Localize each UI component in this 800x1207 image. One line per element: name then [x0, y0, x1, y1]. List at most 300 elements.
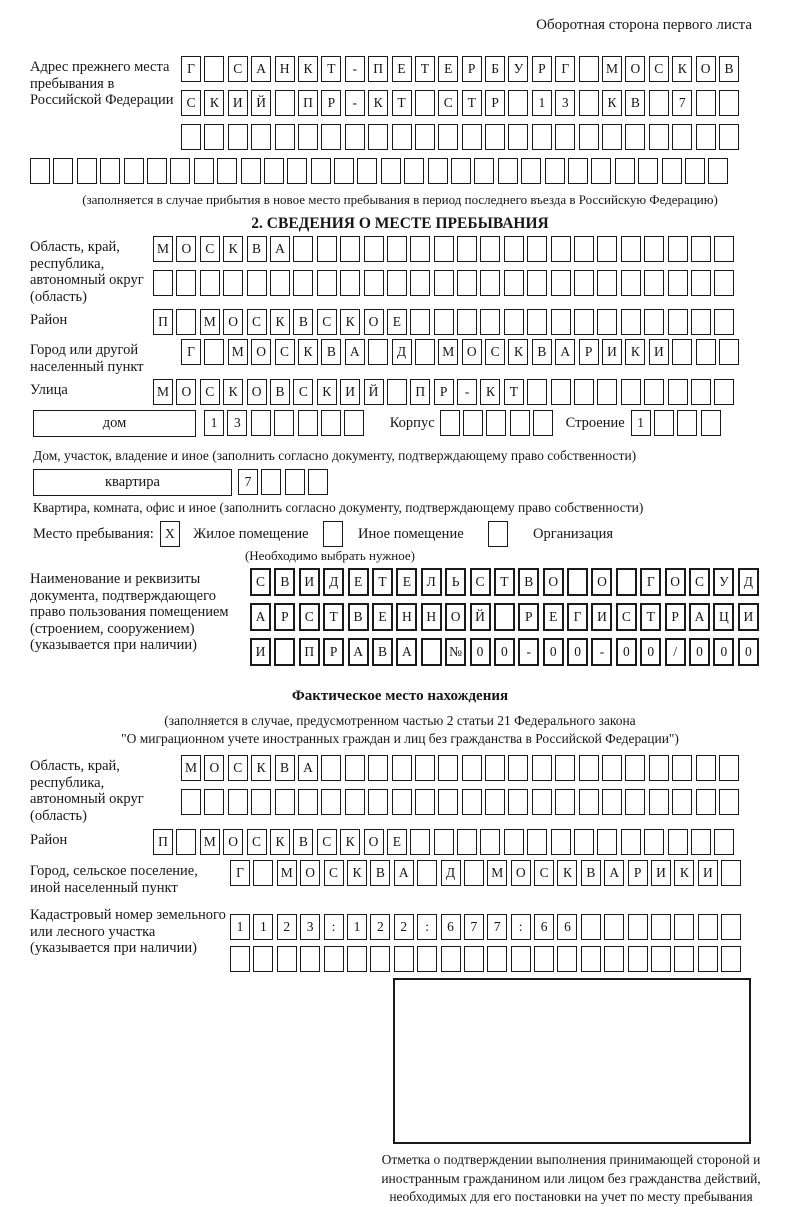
char-box[interactable]	[644, 829, 664, 855]
char-box[interactable]	[597, 236, 617, 262]
char-box[interactable]	[532, 755, 552, 781]
char-box[interactable]	[527, 309, 547, 335]
char-box[interactable]: Е	[372, 603, 393, 631]
char-box[interactable]: К	[508, 339, 528, 365]
char-box[interactable]: 0	[689, 638, 710, 666]
char-box[interactable]	[691, 309, 711, 335]
char-box[interactable]: О	[364, 309, 384, 335]
char-box[interactable]	[368, 789, 388, 815]
char-box[interactable]: О	[462, 339, 482, 365]
char-box[interactable]	[625, 124, 645, 150]
char-box[interactable]: И	[649, 339, 669, 365]
char-box[interactable]	[181, 124, 201, 150]
char-box[interactable]	[334, 158, 354, 184]
char-box[interactable]: :	[417, 914, 437, 940]
char-box[interactable]	[387, 379, 407, 405]
char-box[interactable]: М	[602, 56, 622, 82]
char-box[interactable]: 1	[230, 914, 250, 940]
char-box[interactable]: 1	[631, 410, 651, 436]
char-box[interactable]	[555, 755, 575, 781]
char-box[interactable]: Р	[434, 379, 454, 405]
char-box[interactable]: О	[445, 603, 466, 631]
char-box[interactable]	[415, 755, 435, 781]
char-box[interactable]: А	[250, 603, 271, 631]
char-box[interactable]	[200, 270, 220, 296]
char-box[interactable]	[457, 270, 477, 296]
char-box[interactable]: С	[181, 90, 201, 116]
checkbox-residential[interactable]: X	[160, 521, 180, 547]
char-box[interactable]: К	[602, 90, 622, 116]
char-box[interactable]	[668, 829, 688, 855]
char-box[interactable]: В	[293, 309, 313, 335]
char-box[interactable]	[464, 946, 484, 972]
char-box[interactable]	[708, 158, 728, 184]
char-box[interactable]	[504, 309, 524, 335]
char-box[interactable]: К	[270, 829, 290, 855]
char-box[interactable]	[345, 789, 365, 815]
char-box[interactable]: 0	[494, 638, 515, 666]
char-box[interactable]	[621, 236, 641, 262]
char-box[interactable]: Ц	[713, 603, 734, 631]
char-box[interactable]: С	[250, 568, 271, 596]
char-box[interactable]: С	[247, 309, 267, 335]
char-box[interactable]: И	[738, 603, 759, 631]
char-box[interactable]: М	[181, 755, 201, 781]
char-box[interactable]: О	[364, 829, 384, 855]
char-box[interactable]	[181, 789, 201, 815]
char-box[interactable]: К	[674, 860, 694, 886]
char-box[interactable]: В	[372, 638, 393, 666]
char-box[interactable]: -	[518, 638, 539, 666]
char-box[interactable]: Т	[415, 56, 435, 82]
char-box[interactable]: В	[625, 90, 645, 116]
char-box[interactable]	[321, 755, 341, 781]
char-box[interactable]: В	[532, 339, 552, 365]
char-box[interactable]: Р	[323, 638, 344, 666]
char-box[interactable]	[602, 789, 622, 815]
char-box[interactable]: 0	[616, 638, 637, 666]
char-box[interactable]: С	[228, 755, 248, 781]
char-box[interactable]: -	[457, 379, 477, 405]
char-box[interactable]: Д	[392, 339, 412, 365]
char-box[interactable]	[498, 158, 518, 184]
char-box[interactable]: 3	[300, 914, 320, 940]
char-box[interactable]: Е	[387, 309, 407, 335]
char-box[interactable]: О	[247, 379, 267, 405]
char-box[interactable]	[321, 124, 341, 150]
char-box[interactable]	[381, 158, 401, 184]
char-box[interactable]: Й	[470, 603, 491, 631]
char-box[interactable]: М	[228, 339, 248, 365]
char-box[interactable]	[275, 90, 295, 116]
char-box[interactable]	[649, 124, 669, 150]
char-box[interactable]	[721, 946, 741, 972]
char-box[interactable]: Е	[438, 56, 458, 82]
char-box[interactable]	[176, 829, 196, 855]
char-box[interactable]: О	[625, 56, 645, 82]
char-box[interactable]	[579, 90, 599, 116]
char-box[interactable]	[438, 789, 458, 815]
char-box[interactable]	[696, 755, 716, 781]
char-box[interactable]	[462, 124, 482, 150]
char-box[interactable]	[674, 946, 694, 972]
char-box[interactable]: А	[689, 603, 710, 631]
char-box[interactable]: А	[396, 638, 417, 666]
char-box[interactable]	[557, 946, 577, 972]
char-box[interactable]	[719, 339, 739, 365]
char-box[interactable]	[486, 410, 506, 436]
char-box[interactable]	[672, 789, 692, 815]
char-box[interactable]: К	[347, 860, 367, 886]
char-box[interactable]	[644, 236, 664, 262]
char-box[interactable]: М	[277, 860, 297, 886]
char-box[interactable]	[604, 914, 624, 940]
char-box[interactable]: К	[625, 339, 645, 365]
char-box[interactable]: М	[200, 829, 220, 855]
char-box[interactable]: 7	[238, 469, 258, 495]
char-box[interactable]	[696, 789, 716, 815]
char-box[interactable]	[480, 270, 500, 296]
char-box[interactable]: С	[470, 568, 491, 596]
char-box[interactable]	[649, 755, 669, 781]
char-box[interactable]	[701, 410, 721, 436]
char-box[interactable]	[228, 789, 248, 815]
char-box[interactable]: С	[534, 860, 554, 886]
char-box[interactable]: -	[345, 90, 365, 116]
char-box[interactable]	[621, 379, 641, 405]
char-box[interactable]: /	[665, 638, 686, 666]
char-box[interactable]	[464, 860, 484, 886]
char-box[interactable]: А	[604, 860, 624, 886]
char-box[interactable]	[176, 270, 196, 296]
char-box[interactable]	[462, 755, 482, 781]
char-box[interactable]	[415, 90, 435, 116]
char-box[interactable]	[457, 829, 477, 855]
char-box[interactable]: Г	[640, 568, 661, 596]
char-box[interactable]	[527, 379, 547, 405]
char-box[interactable]	[364, 236, 384, 262]
char-box[interactable]	[415, 339, 435, 365]
char-box[interactable]	[317, 236, 337, 262]
char-box[interactable]: Т	[640, 603, 661, 631]
char-box[interactable]: К	[298, 56, 318, 82]
char-box[interactable]	[604, 946, 624, 972]
char-box[interactable]: -	[345, 56, 365, 82]
char-box[interactable]	[428, 158, 448, 184]
char-box[interactable]	[527, 236, 547, 262]
char-box[interactable]: Р	[518, 603, 539, 631]
char-box[interactable]	[274, 638, 295, 666]
char-box[interactable]	[392, 789, 412, 815]
char-box[interactable]: К	[317, 379, 337, 405]
char-box[interactable]	[551, 236, 571, 262]
house-field-box[interactable]: дом	[33, 410, 196, 437]
char-box[interactable]	[555, 789, 575, 815]
char-box[interactable]	[457, 236, 477, 262]
char-box[interactable]	[410, 236, 430, 262]
char-box[interactable]: К	[480, 379, 500, 405]
char-box[interactable]	[698, 914, 718, 940]
char-box[interactable]: Т	[392, 90, 412, 116]
char-box[interactable]	[677, 410, 697, 436]
char-box[interactable]: В	[247, 236, 267, 262]
char-box[interactable]: И	[698, 860, 718, 886]
char-box[interactable]	[357, 158, 377, 184]
char-box[interactable]	[404, 158, 424, 184]
char-box[interactable]	[241, 158, 261, 184]
char-box[interactable]	[387, 270, 407, 296]
char-box[interactable]	[574, 309, 594, 335]
char-box[interactable]: В	[348, 603, 369, 631]
char-box[interactable]: 0	[470, 638, 491, 666]
char-box[interactable]: В	[293, 829, 313, 855]
char-box[interactable]: К	[270, 309, 290, 335]
char-box[interactable]	[340, 236, 360, 262]
char-box[interactable]	[532, 124, 552, 150]
char-box[interactable]	[277, 946, 297, 972]
checkbox-other-premises[interactable]	[323, 521, 343, 547]
char-box[interactable]: 2	[370, 914, 390, 940]
char-box[interactable]: Т	[462, 90, 482, 116]
char-box[interactable]: С	[438, 90, 458, 116]
char-box[interactable]	[253, 860, 273, 886]
char-box[interactable]: 3	[227, 410, 247, 436]
char-box[interactable]	[410, 309, 430, 335]
char-box[interactable]	[551, 309, 571, 335]
char-box[interactable]	[204, 56, 224, 82]
char-box[interactable]	[77, 158, 97, 184]
char-box[interactable]	[672, 339, 692, 365]
char-box[interactable]	[494, 603, 515, 631]
char-box[interactable]	[696, 124, 716, 150]
char-box[interactable]: Ь	[445, 568, 466, 596]
char-box[interactable]: О	[176, 379, 196, 405]
char-box[interactable]	[438, 755, 458, 781]
char-box[interactable]	[321, 789, 341, 815]
char-box[interactable]	[597, 270, 617, 296]
char-box[interactable]: Й	[251, 90, 271, 116]
char-box[interactable]: С	[200, 379, 220, 405]
char-box[interactable]: И	[250, 638, 271, 666]
char-box[interactable]	[217, 158, 237, 184]
char-box[interactable]: С	[293, 379, 313, 405]
char-box[interactable]	[508, 789, 528, 815]
char-box[interactable]: С	[689, 568, 710, 596]
char-box[interactable]	[574, 829, 594, 855]
char-box[interactable]	[674, 914, 694, 940]
char-box[interactable]	[628, 946, 648, 972]
char-box[interactable]: Д	[738, 568, 759, 596]
char-box[interactable]: К	[223, 379, 243, 405]
char-box[interactable]	[340, 270, 360, 296]
char-box[interactable]	[317, 270, 337, 296]
char-box[interactable]: №	[445, 638, 466, 666]
char-box[interactable]	[668, 309, 688, 335]
char-box[interactable]	[521, 158, 541, 184]
char-box[interactable]	[293, 236, 313, 262]
char-box[interactable]	[721, 914, 741, 940]
char-box[interactable]	[719, 90, 739, 116]
char-box[interactable]	[714, 829, 734, 855]
char-box[interactable]	[662, 158, 682, 184]
char-box[interactable]	[714, 379, 734, 405]
char-box[interactable]	[410, 829, 430, 855]
char-box[interactable]	[274, 410, 294, 436]
char-box[interactable]	[124, 158, 144, 184]
char-box[interactable]	[300, 946, 320, 972]
char-box[interactable]: 1	[204, 410, 224, 436]
char-box[interactable]: Й	[364, 379, 384, 405]
char-box[interactable]: Е	[543, 603, 564, 631]
char-box[interactable]	[261, 469, 281, 495]
apartment-field-box[interactable]: квартира	[33, 469, 232, 496]
char-box[interactable]	[204, 789, 224, 815]
char-box[interactable]: О	[511, 860, 531, 886]
char-box[interactable]	[176, 309, 196, 335]
char-box[interactable]: Б	[485, 56, 505, 82]
char-box[interactable]	[567, 568, 588, 596]
char-box[interactable]: Г	[181, 56, 201, 82]
char-box[interactable]	[527, 270, 547, 296]
char-box[interactable]	[487, 946, 507, 972]
char-box[interactable]: Р	[579, 339, 599, 365]
char-box[interactable]	[147, 158, 167, 184]
checkbox-organization[interactable]	[488, 521, 508, 547]
char-box[interactable]	[591, 158, 611, 184]
char-box[interactable]: Д	[323, 568, 344, 596]
char-box[interactable]: И	[651, 860, 671, 886]
char-box[interactable]: А	[345, 339, 365, 365]
char-box[interactable]	[417, 946, 437, 972]
char-box[interactable]	[649, 90, 669, 116]
char-box[interactable]	[504, 270, 524, 296]
char-box[interactable]	[474, 158, 494, 184]
char-box[interactable]	[602, 124, 622, 150]
char-box[interactable]	[438, 124, 458, 150]
char-box[interactable]: К	[340, 829, 360, 855]
char-box[interactable]: Г	[230, 860, 250, 886]
char-box[interactable]	[253, 946, 273, 972]
char-box[interactable]	[508, 90, 528, 116]
char-box[interactable]	[194, 158, 214, 184]
char-box[interactable]	[415, 124, 435, 150]
char-box[interactable]: О	[176, 236, 196, 262]
char-box[interactable]: 1	[532, 90, 552, 116]
char-box[interactable]	[597, 309, 617, 335]
char-box[interactable]: Н	[421, 603, 442, 631]
char-box[interactable]: В	[581, 860, 601, 886]
char-box[interactable]	[308, 469, 328, 495]
char-box[interactable]	[434, 829, 454, 855]
char-box[interactable]	[370, 946, 390, 972]
char-box[interactable]	[462, 789, 482, 815]
char-box[interactable]	[581, 914, 601, 940]
char-box[interactable]	[345, 124, 365, 150]
char-box[interactable]: Т	[494, 568, 515, 596]
char-box[interactable]: Е	[392, 56, 412, 82]
char-box[interactable]: А	[555, 339, 575, 365]
char-box[interactable]: К	[368, 90, 388, 116]
char-box[interactable]: А	[251, 56, 271, 82]
char-box[interactable]	[251, 410, 271, 436]
char-box[interactable]	[223, 270, 243, 296]
char-box[interactable]: Р	[628, 860, 648, 886]
char-box[interactable]: В	[518, 568, 539, 596]
char-box[interactable]	[53, 158, 73, 184]
char-box[interactable]	[321, 410, 341, 436]
char-box[interactable]: В	[321, 339, 341, 365]
char-box[interactable]: М	[438, 339, 458, 365]
char-box[interactable]: П	[298, 90, 318, 116]
char-box[interactable]	[696, 339, 716, 365]
char-box[interactable]: С	[228, 56, 248, 82]
char-box[interactable]	[410, 270, 430, 296]
char-box[interactable]: П	[153, 309, 173, 335]
char-box[interactable]	[368, 755, 388, 781]
char-box[interactable]: П	[153, 829, 173, 855]
char-box[interactable]: М	[487, 860, 507, 886]
char-box[interactable]: :	[511, 914, 531, 940]
char-box[interactable]	[714, 270, 734, 296]
char-box[interactable]	[485, 789, 505, 815]
char-box[interactable]	[714, 236, 734, 262]
char-box[interactable]	[421, 638, 442, 666]
char-box[interactable]	[293, 270, 313, 296]
char-box[interactable]	[394, 946, 414, 972]
char-box[interactable]: А	[270, 236, 290, 262]
char-box[interactable]	[721, 860, 741, 886]
char-box[interactable]	[649, 789, 669, 815]
char-box[interactable]	[651, 914, 671, 940]
char-box[interactable]	[602, 755, 622, 781]
char-box[interactable]: С	[616, 603, 637, 631]
char-box[interactable]	[545, 158, 565, 184]
char-box[interactable]: К	[251, 755, 271, 781]
char-box[interactable]: В	[270, 379, 290, 405]
char-box[interactable]	[672, 124, 692, 150]
char-box[interactable]: У	[713, 568, 734, 596]
char-box[interactable]: 6	[557, 914, 577, 940]
char-box[interactable]: В	[274, 568, 295, 596]
char-box[interactable]	[714, 309, 734, 335]
char-box[interactable]	[457, 309, 477, 335]
char-box[interactable]: 7	[672, 90, 692, 116]
char-box[interactable]: 2	[277, 914, 297, 940]
char-box[interactable]: М	[200, 309, 220, 335]
char-box[interactable]	[441, 946, 461, 972]
char-box[interactable]	[204, 339, 224, 365]
char-box[interactable]	[204, 124, 224, 150]
char-box[interactable]: Р	[321, 90, 341, 116]
char-box[interactable]: С	[485, 339, 505, 365]
char-box[interactable]	[551, 379, 571, 405]
char-box[interactable]	[30, 158, 50, 184]
char-box[interactable]	[228, 124, 248, 150]
char-box[interactable]	[417, 860, 437, 886]
char-box[interactable]	[451, 158, 471, 184]
char-box[interactable]	[651, 946, 671, 972]
char-box[interactable]	[480, 309, 500, 335]
char-box[interactable]: К	[340, 309, 360, 335]
char-box[interactable]	[616, 568, 637, 596]
char-box[interactable]	[298, 410, 318, 436]
char-box[interactable]	[574, 270, 594, 296]
char-box[interactable]	[510, 410, 530, 436]
char-box[interactable]	[621, 309, 641, 335]
char-box[interactable]	[434, 236, 454, 262]
char-box[interactable]: С	[317, 309, 337, 335]
char-box[interactable]	[691, 270, 711, 296]
